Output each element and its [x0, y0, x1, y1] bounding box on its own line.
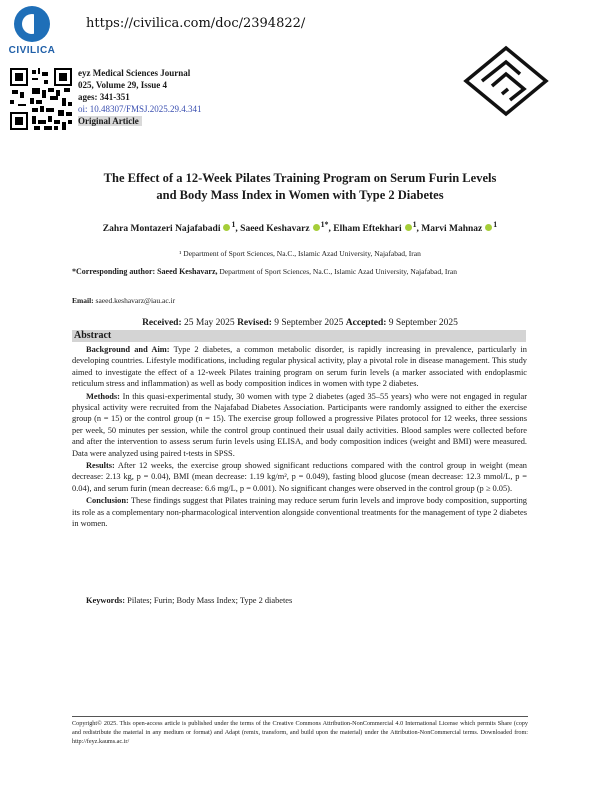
author-name: Saeed Keshavarz: [240, 224, 310, 235]
paper-title: [60, 170, 540, 204]
results-text: After 12 weeks, the exercise group showed significant reductions compared with the control group in weight (mean decrease: 2.13 kg, p = 0.04), BMI (mean decrease: 1.19 kg/m², p = 0.049), fasting blood glucose (mean decrease: 12.3 mmol/L, p = 0.04), and serum furin (mean decrease: 6.6 mg/L, p = 0.001). No significant changes were observed in the control group (p ≥ 0.05).: [72, 461, 527, 493]
journal-volume: 025, Volume 29, Issue 4: [78, 80, 168, 90]
email-line: [72, 296, 175, 305]
abstract-heading: Abstract: [72, 330, 526, 342]
corresponding-details: Department of Sport Sciences, Na.C., Islamic Azad University, Najafabad, Iran: [219, 267, 457, 276]
revised-label: Revised:: [237, 318, 272, 328]
journal-info: [78, 67, 202, 127]
affiliation: ¹ Department of Sport Sciences, Na.C., Islamic Azad University, Najafabad, Iran: [179, 249, 421, 258]
author-name: Elham Eftekhari: [333, 224, 402, 235]
author-sup: 1: [231, 220, 236, 229]
abstract-background: [72, 344, 527, 390]
civilica-logo-icon: [14, 6, 50, 42]
author-name: Zahra Montazeri Najafabadi: [102, 224, 221, 235]
corresponding-name: Saeed Keshavarz,: [157, 267, 218, 276]
footer-divider: [72, 716, 528, 717]
background-label: Background and Aim:: [86, 345, 170, 354]
abstract-body: [72, 344, 527, 531]
conclusion-label: Conclusion:: [86, 496, 129, 506]
copyright-footer: Copyright© 2025. This open-access article is published under the terms of the Creative Commons Attribution-NonCommercial 4.0 International License which permits Share (copy and redistribute the material in any medium or format) and Adapt (remix, transform, and build upon the material) under the Attribution-NonCommercial terms. Downloaded from: http://feyz.kaums.ac.ir/: [72, 720, 528, 746]
journal-doi[interactable]: oi: 10.48307/FMSJ.2025.29.4.341: [78, 104, 202, 114]
keywords-label: Keywords:: [86, 596, 126, 605]
author-sup: 1: [493, 220, 498, 229]
document-url[interactable]: https://civilica.com/doc/2394822/: [86, 16, 306, 31]
author-sup: 1: [412, 220, 417, 229]
author-list: Zahra Montazeri Najafabadi $^1$, Saeed Keshavarz $^{1*}$, Elham Eftekhari $^1$, Marvi Mahnaz $^1$: [102, 220, 498, 235]
journal-name: eyz Medical Sciences Journal: [78, 68, 191, 78]
results-label: Results:: [86, 461, 115, 471]
orcid-icon[interactable]: [405, 224, 412, 231]
abstract-results: [72, 460, 527, 494]
abstract-conclusion: [72, 495, 527, 529]
orcid-icon[interactable]: [313, 224, 320, 231]
keywords-line: [86, 596, 292, 605]
received-label: Received:: [142, 318, 182, 328]
orcid-icon[interactable]: [485, 224, 492, 231]
author-name: Marvi Mahnaz: [421, 224, 483, 235]
abstract-methods: [72, 391, 527, 459]
email-label: Email:: [72, 296, 94, 305]
corresponding-author: [72, 266, 527, 277]
orcid-icon[interactable]: [223, 224, 230, 231]
paper-title-line1: The Effect of a 12-Week Pilates Training Program on Serum Furin Levels: [103, 171, 497, 185]
revised-date: 9 September 2025: [274, 318, 344, 328]
journal-pages: ages: 341-351: [78, 92, 130, 102]
accepted-label: Accepted:: [345, 318, 387, 328]
received-date: 25 May 2025: [184, 318, 235, 328]
civilica-logo-text: CIVILICA: [8, 45, 56, 56]
methods-text: In this quasi-experimental study, 30 women with type 2 diabetes (aged 35–55 years) who were not engaged in regular physical activity were recruited from the Najafabad Diabetes Association. Participants were randomly assigned to either the exercise group (n = 15) or the control group (n = 15). The exercise group followed a progressive Pilates protocol for 12 weeks, three sessions per week, 50 minutes per session, while the control group continued their usual daily activities. Blood samples were collected before and after the intervention to assess serum furin levels using ELISA, and body composition indices (weight and BMI) were measured. Data were analyzed using paired t-tests in SPSS.: [72, 391, 528, 458]
civilica-logo[interactable]: [4, 4, 60, 58]
journal-logo-icon: [462, 44, 550, 118]
paper-title-line2: and Body Mass Index in Women with Type 2 Diabetes: [156, 188, 444, 202]
keywords-text: Pilates; Furin; Body Mass Index; Type 2 diabetes: [127, 596, 293, 605]
submission-dates: [0, 318, 600, 328]
article-type: Original Article: [78, 116, 142, 126]
corresponding-label: *Corresponding author:: [72, 267, 156, 276]
author-sup: 1*: [320, 220, 329, 229]
methods-label: Methods:: [86, 391, 120, 401]
qr-code-icon: [8, 66, 74, 132]
email-address[interactable]: saeed.keshavarz@iau.ac.ir: [95, 296, 176, 305]
accepted-date: 9 September 2025: [388, 318, 458, 328]
background-text: Type 2 diabetes, a common metabolic disorder, is rapidly increasing in prevalence, particularly in developing countries. Lifestyle modifications, including regular physical activity, play a pivotal role in disease management. This study aimed to investigate the effect of a 12-week Pilates training program on serum furin levels (a marker associated with endoplasmic reticulum stress and inflammation) as well as body composition indices in women with type 2 diabetes.: [72, 345, 527, 389]
conclusion-text: These findings suggest that Pilates training may reduce serum furin levels and improve body composition, supporting its role as a complementary non-pharmacological intervention alongside conventional treatments for the management of type 2 diabetes in women.: [72, 496, 527, 529]
